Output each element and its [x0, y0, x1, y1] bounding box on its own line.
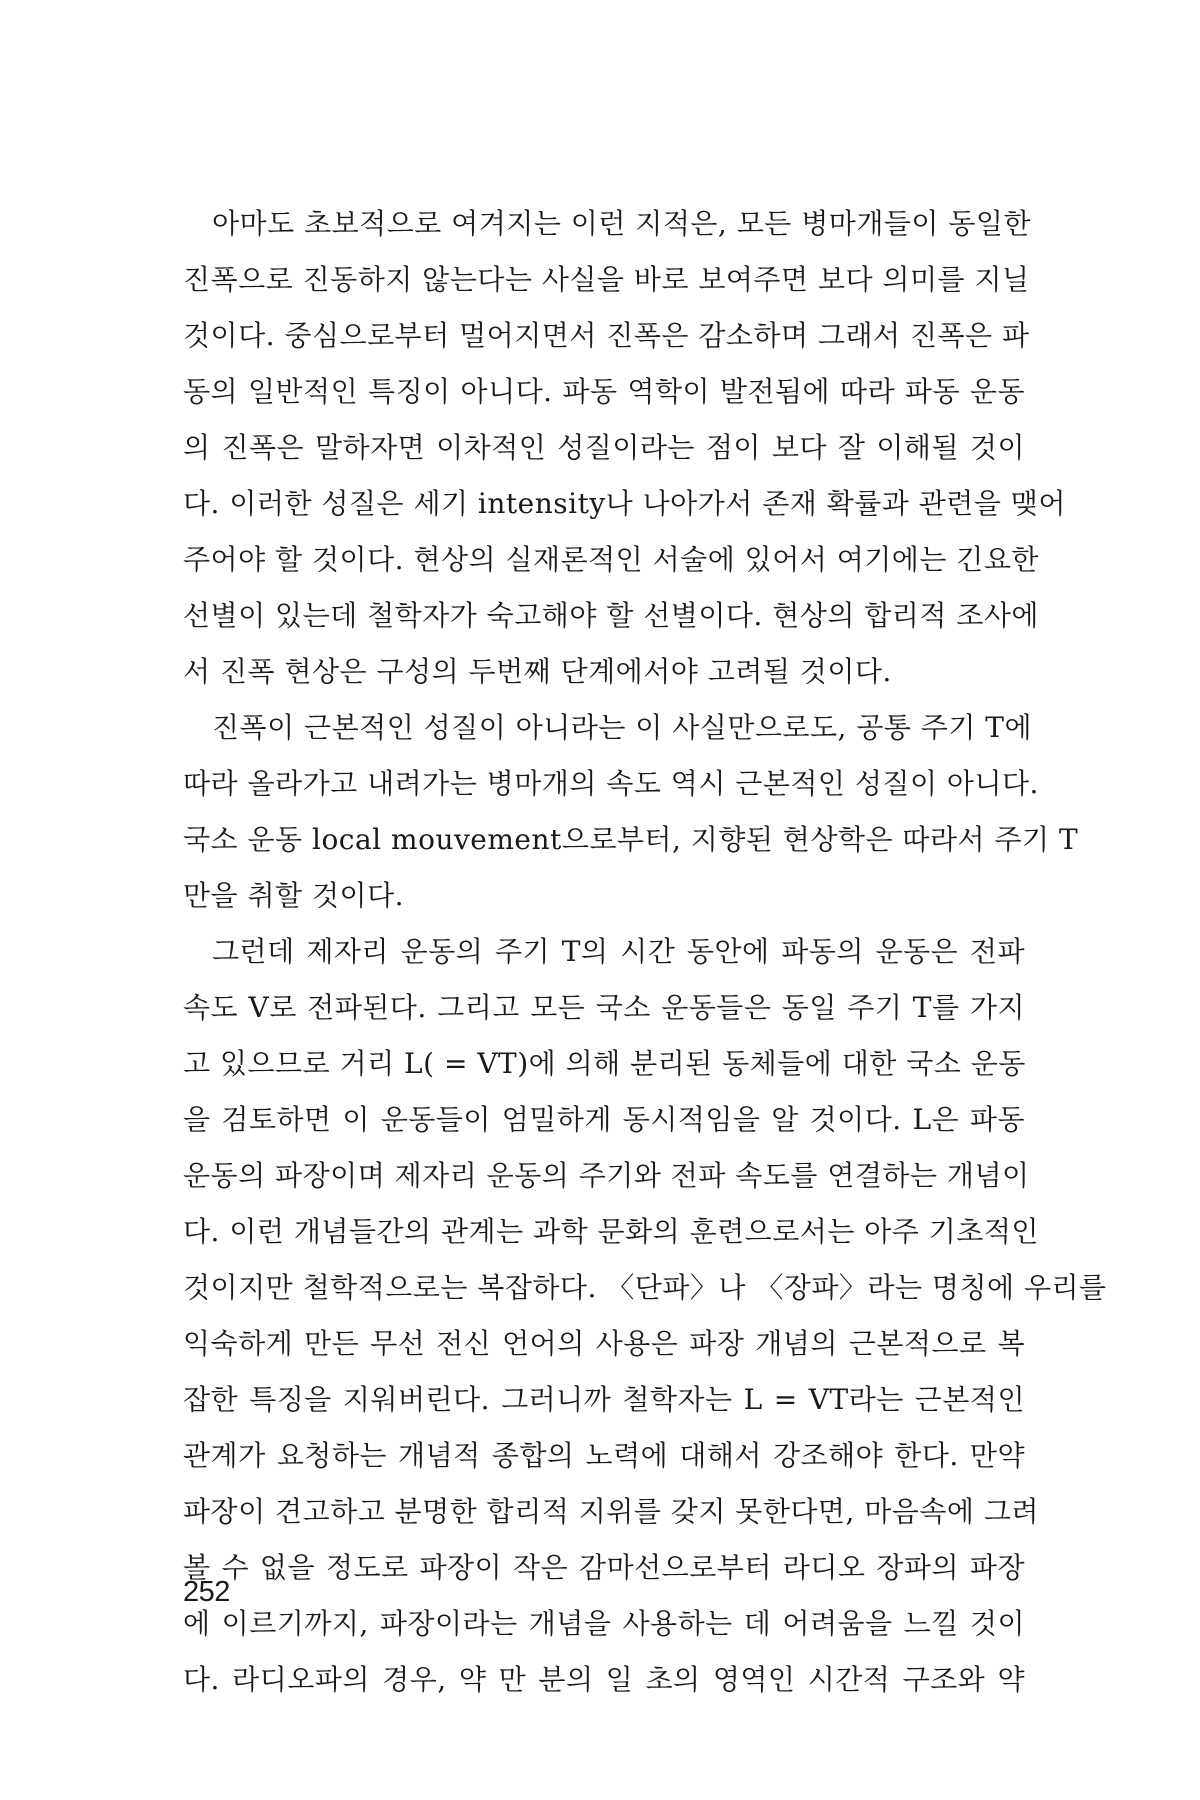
paragraph-1-line: 의 진폭은 말하자면 이차적인 성질이라는 점이 보다 잘 이해될 것이	[183, 431, 1025, 464]
paragraph-3-line: 운동의 파장이며 제자리 운동의 주기와 전파 속도를 연결하는 개념이	[183, 1159, 1030, 1192]
paragraph-3-line: 그런데 제자리 운동의 주기 T의 시간 동안에 파동의 운동은 전파	[212, 935, 1025, 968]
paragraph-3-line: 볼 수 없을 정도로 파장이 작은 감마선으로부터 라디오 장파의 파장	[183, 1551, 1025, 1584]
paragraph-1-line: 주어야 할 것이다. 현상의 실재론적인 서술에 있어서 여기에는 긴요한	[183, 543, 1039, 576]
body-text	[183, 196, 1107, 1708]
paragraph-1-line: 것이다. 중심으로부터 멀어지면서 진폭은 감소하며 그래서 진폭은 파	[183, 319, 1030, 352]
paragraph-3-line: 속도 V로 전파된다. 그리고 모든 국소 운동들은 동일 주기 T를 가지	[183, 991, 1025, 1024]
paragraph-2-line: 따라 올라가고 내려가는 병마개의 속도 역시 근본적인 성질이 아니다.	[183, 767, 1039, 800]
paragraph-1-line: 진폭으로 진동하지 않는다는 사실을 바로 보여주면 보다 의미를 지닐	[183, 263, 1030, 296]
paragraph-3-line: 익숙하게 만든 무선 전신 언어의 사용은 파장 개념의 근본적으로 복	[183, 1327, 1025, 1360]
paragraph-1-line: 다. 이러한 성질은 세기 intensity나 나아가서 존재 확률과 관련을 맺어	[183, 487, 1066, 520]
paragraph-1-line: 동의 일반적인 특징이 아니다. 파동 역학이 발전됨에 따라 파동 운동	[183, 375, 1025, 408]
paragraph-1-line: 서 진폭 현상은 구성의 두번째 단계에서야 고려될 것이다.	[183, 655, 892, 688]
paragraph-3-line: 다. 라디오파의 경우, 약 만 분의 일 초의 영역인 시간적 구조와 약	[183, 1663, 1025, 1696]
paragraph-3-line: 에 이르기까지, 파장이라는 개념을 사용하는 데 어려움을 느낄 것이	[183, 1607, 1025, 1640]
paragraph-2-line: 국소 운동 local mouvement으로부터, 지향된 현상학은 따라서 주기 T	[183, 823, 1079, 856]
paragraph-3-line: 것이지만 철학적으로는 복잡하다. 〈단파〉나 〈장파〉라는 명칭에 우리를	[183, 1271, 1107, 1304]
paragraph-3-line: 고 있으므로 거리 L( = VT)에 의해 분리된 동체들에 대한 국소 운동	[183, 1047, 1026, 1080]
paragraph-1-line: 아마도 초보적으로 여겨지는 이런 지적은, 모든 병마개들이 동일한	[212, 207, 1032, 240]
paragraph-3-line: 파장이 견고하고 분명한 합리적 지위를 갖지 못한다면, 마음속에 그려	[183, 1495, 1039, 1528]
paragraph-3-line: 을 검토하면 이 운동들이 엄밀하게 동시적임을 알 것이다. L은 파동	[183, 1103, 1025, 1136]
paragraph-3-line: 잡한 특징을 지워버린다. 그러니까 철학자는 L = VT라는 근본적인	[183, 1383, 1025, 1416]
page-number: 252	[183, 1576, 230, 1608]
paragraph-3-line: 관계가 요청하는 개념적 종합의 노력에 대해서 강조해야 한다. 만약	[183, 1439, 1025, 1472]
paragraph-1-line: 선별이 있는데 철학자가 숙고해야 할 선별이다. 현상의 합리적 조사에	[183, 599, 1039, 632]
paragraph-3-line: 다. 이런 개념들간의 관계는 과학 문화의 훈련으로서는 아주 기초적인	[183, 1215, 1039, 1248]
paragraph-2-line: 만을 취할 것이다.	[183, 879, 405, 912]
paragraph-2-line: 진폭이 근본적인 성질이 아니라는 이 사실만으로도, 공통 주기 T에	[212, 711, 1033, 744]
